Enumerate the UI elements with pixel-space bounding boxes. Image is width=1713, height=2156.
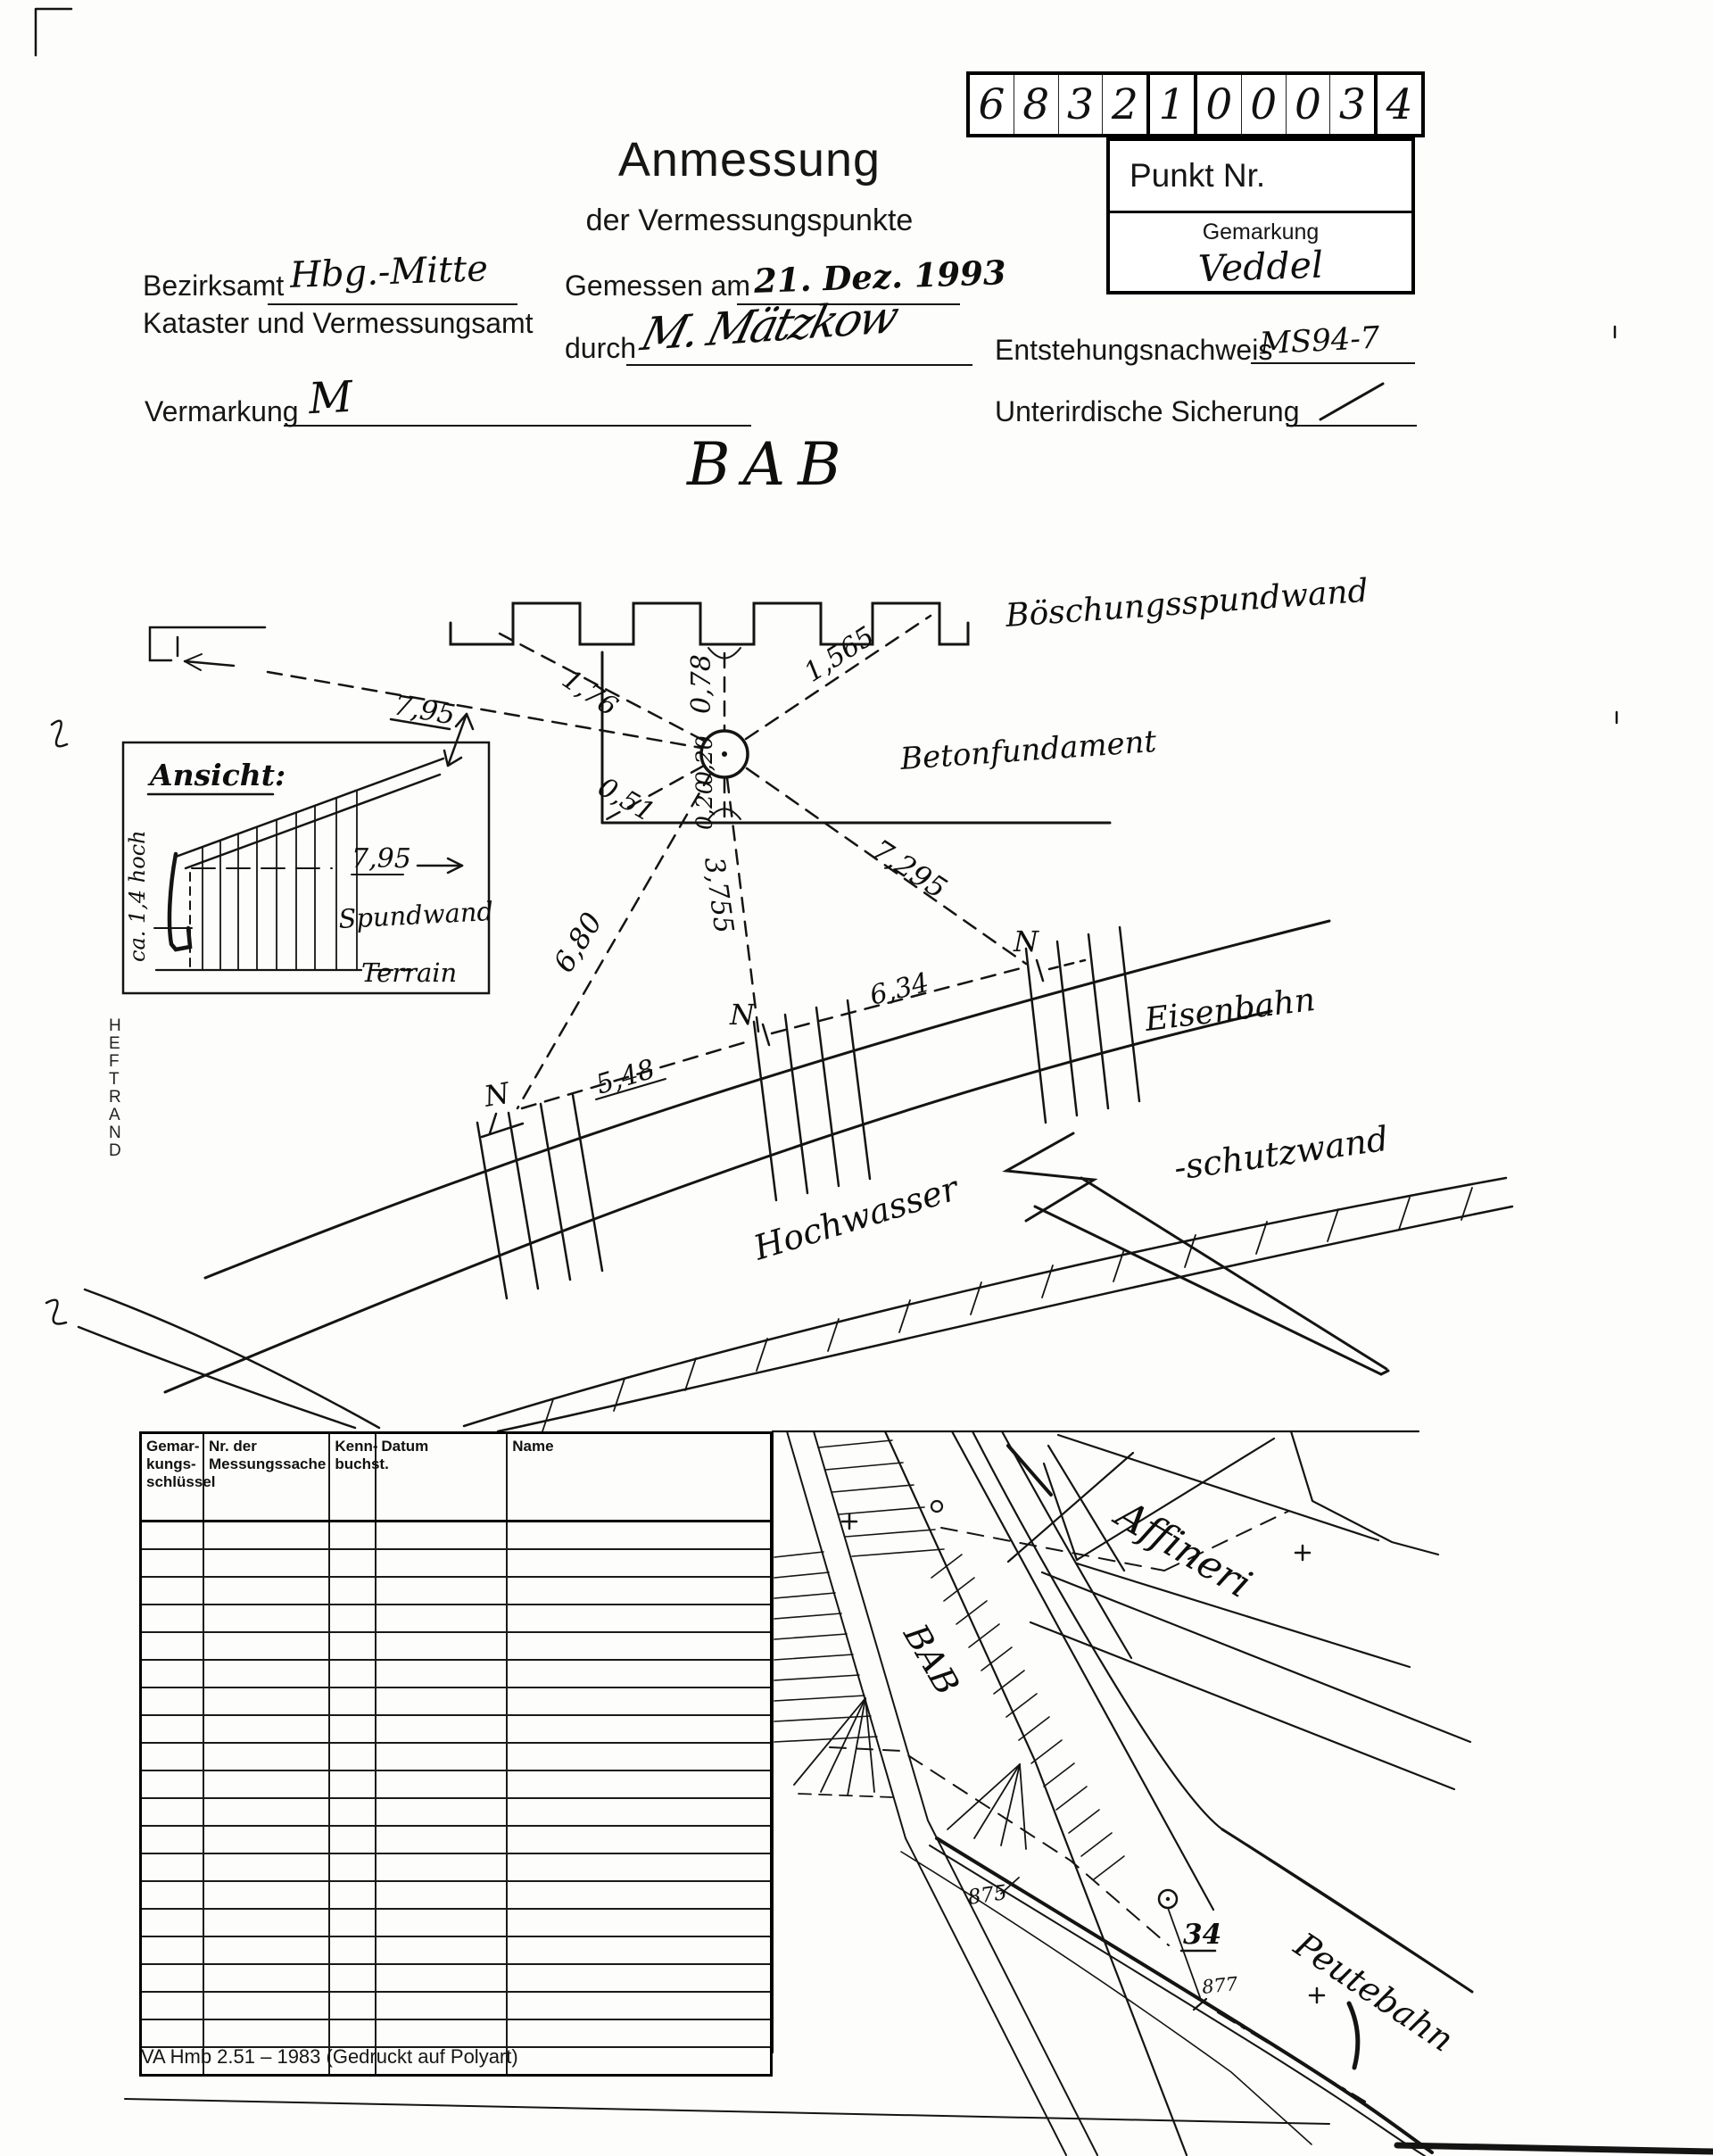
ansicht-ground-label: Terrain <box>361 958 458 988</box>
punkt-nr-label: Punkt Nr. <box>1110 141 1411 213</box>
table-row <box>142 1604 770 1631</box>
gemarkung-label: Gemarkung <box>1202 220 1320 245</box>
table-header-row <box>142 1434 770 1522</box>
dim-6-80: 6,80 <box>546 906 609 979</box>
table-cell <box>142 1633 204 1659</box>
col-gemarkungsschluessel: Gemar- kungs- schlüssel <box>142 1434 204 1520</box>
table-row <box>142 1742 770 1770</box>
gemessen-am-label: Gemessen am <box>565 270 751 302</box>
vermarkung-value: M <box>307 371 354 425</box>
table-cell <box>204 1605 330 1631</box>
label-boeschungsspundwand: Böschungsspundwand <box>1004 572 1370 634</box>
table-row <box>142 1548 770 1576</box>
table-cell <box>377 1605 508 1631</box>
label-hochwasser: Hochwasser <box>749 1168 963 1268</box>
vermarkung-underline <box>284 425 751 427</box>
table-cell <box>142 1744 204 1770</box>
map-hatch-left <box>774 1552 877 1742</box>
north-tick-marks <box>482 960 1085 1137</box>
measurement-record-table <box>139 1431 773 2077</box>
table-cell <box>204 2020 330 2046</box>
table-cell <box>508 1716 770 1742</box>
table-cell <box>204 1633 330 1659</box>
map-hatch-right <box>931 1555 1124 1879</box>
table-empty-rows <box>142 1522 770 2074</box>
table-cell <box>204 1522 330 1548</box>
entstehungsnachweis-label: Entstehungsnachweis <box>995 334 1273 366</box>
table-cell <box>330 1661 377 1687</box>
table-cell <box>508 2020 770 2046</box>
table-cell <box>204 1799 330 1825</box>
dim-0-51: 0,51 <box>592 771 660 829</box>
form-number-footer: VA Hmb 2.51 – 1983 (Gedruckt auf Polyart) <box>141 2045 518 2068</box>
table-cell <box>204 1661 330 1687</box>
table-cell <box>377 2020 508 2046</box>
durch-signature: M. Mätzkow <box>635 290 902 361</box>
vermarkung-label: Vermarkung <box>145 395 299 427</box>
dim-3-755: 3,755 <box>698 855 740 936</box>
entstehungsnachweis-underline <box>1251 362 1415 364</box>
railway-lines <box>165 921 1329 1392</box>
table-cell <box>330 1882 377 1908</box>
table-cell <box>330 1578 377 1604</box>
table-cell <box>330 1799 377 1825</box>
point-number-digit-boxes <box>966 71 1425 137</box>
table-cell <box>330 1854 377 1880</box>
bezirksamt-underline <box>268 303 517 305</box>
durch-underline <box>626 364 972 366</box>
table-cell <box>377 1633 508 1659</box>
table-cell <box>330 1771 377 1797</box>
table-cell <box>377 1771 508 1797</box>
ansicht-width-value: 7,95 <box>352 843 411 875</box>
ansicht-wall-label: Spundwand <box>337 895 494 934</box>
bezirksamt-value: Hbg.-Mitte <box>289 248 489 296</box>
table-row <box>142 1797 770 1825</box>
table-row <box>142 1714 770 1742</box>
table-cell <box>377 1799 508 1825</box>
table-cell <box>377 1661 508 1687</box>
kataster-label: Kataster und Vermessungsamt <box>143 307 534 339</box>
col-kennbuchstabe: Kenn- buchst. <box>330 1434 377 1520</box>
col-datum: Datum <box>377 1434 508 1520</box>
dim-1-76: 1,76 <box>556 663 624 723</box>
map-label-affineri: Affineri <box>1108 1491 1260 1608</box>
north-marker-2: N <box>730 998 755 1032</box>
bezirksamt-label: Bezirksamt <box>143 270 285 302</box>
col-messungssache: Nr. der Messungssache <box>204 1434 330 1520</box>
table-cell <box>204 1744 330 1770</box>
table-cell <box>377 1882 508 1908</box>
table-cell <box>330 1633 377 1659</box>
table-cell <box>508 1578 770 1604</box>
lower-left-curves <box>79 1289 379 1428</box>
table-cell <box>508 1965 770 1991</box>
table-cell <box>330 1910 377 1936</box>
digit-cell: 8 <box>1014 75 1058 134</box>
digit-cell: 2 <box>1102 75 1146 134</box>
table-cell <box>142 1661 204 1687</box>
dim-5-48: 5,48 <box>592 1053 659 1101</box>
north-marker-1: N <box>481 1075 512 1114</box>
table-cell <box>142 1522 204 1548</box>
table-row <box>142 1991 770 2019</box>
table-cell <box>204 1965 330 1991</box>
table-row <box>142 1936 770 1963</box>
sicherung-label: Unterirdische Sicherung <box>995 395 1300 427</box>
digit-cell: 0 <box>1194 75 1241 134</box>
table-cell <box>508 1550 770 1576</box>
table-cell <box>508 1771 770 1797</box>
table-cell <box>330 1827 377 1853</box>
digit-cell: 3 <box>1329 75 1374 134</box>
table-cell <box>377 1744 508 1770</box>
digit-cell: 4 <box>1374 75 1421 134</box>
digit-cell: 1 <box>1146 75 1194 134</box>
map-label-peutebahn: Peutebahn <box>1287 1924 1461 2060</box>
table-cell <box>204 1550 330 1576</box>
table-row <box>142 1631 770 1659</box>
table-cell <box>142 1827 204 1853</box>
flood-wall-band <box>464 1178 1512 1431</box>
table-cell <box>508 1854 770 1880</box>
table-cell <box>330 1993 377 2019</box>
scan-fold-line <box>125 2099 1329 2124</box>
table-row <box>142 1853 770 1880</box>
digit-cell: 6 <box>978 79 1005 129</box>
digit-cell: 0 <box>1286 75 1330 134</box>
table-row <box>142 1522 770 1548</box>
dim-0-78: 0,78 <box>686 654 717 714</box>
table-cell <box>377 1854 508 1880</box>
table-cell <box>377 1827 508 1853</box>
table-cell <box>508 1661 770 1687</box>
table-cell <box>330 1550 377 1576</box>
table-cell <box>142 1799 204 1825</box>
table-cell <box>330 1744 377 1770</box>
dim-0-20b: 0,20 <box>691 780 717 830</box>
table-cell <box>142 1550 204 1576</box>
table-cell <box>142 1993 204 2019</box>
sheet-pile-wall-plan <box>451 603 968 644</box>
table-cell <box>508 1688 770 1714</box>
form-title: Anmessung <box>617 133 881 187</box>
table-cell <box>330 1688 377 1714</box>
table-cell <box>204 1827 330 1853</box>
sicherung-underline <box>1287 425 1417 427</box>
table-cell <box>508 1744 770 1770</box>
dim-1-565: 1,565 <box>799 620 881 689</box>
table-cell <box>330 1522 377 1548</box>
table-cell <box>377 1522 508 1548</box>
table-cell <box>330 1716 377 1742</box>
table-cell <box>204 1688 330 1714</box>
table-cell <box>377 1550 508 1576</box>
dim-0-20a: 0,20 <box>691 735 717 785</box>
table-row <box>142 1908 770 1936</box>
table-cell <box>377 1716 508 1742</box>
gemessen-am-value: 21. Dez. 1993 <box>753 253 1007 301</box>
table-row <box>142 1825 770 1853</box>
table-cell <box>204 1882 330 1908</box>
table-cell <box>377 1937 508 1963</box>
table-cell <box>508 1993 770 2019</box>
table-cell <box>377 1965 508 1991</box>
table-cell <box>508 1937 770 1963</box>
table-cell <box>508 2048 770 2074</box>
durch-label: durch <box>565 332 637 364</box>
digit-cell: 3 <box>1058 75 1103 134</box>
table-cell <box>204 1578 330 1604</box>
table-cell <box>204 1854 330 1880</box>
table-cell <box>142 1937 204 1963</box>
table-cell <box>204 1771 330 1797</box>
table-row <box>142 1770 770 1797</box>
table-row <box>142 1963 770 1991</box>
table-cell <box>142 1965 204 1991</box>
table-cell <box>204 1716 330 1742</box>
reference-object-bracket <box>150 627 265 670</box>
heftrand-margin-label: HEFTRAND <box>109 1016 123 1160</box>
table-cell <box>377 1910 508 1936</box>
table-cell <box>142 1688 204 1714</box>
table-cell <box>142 1854 204 1880</box>
sicherung-slash-mark <box>1320 384 1383 419</box>
bab-heading: BAB <box>687 430 854 499</box>
table-cell <box>204 1937 330 1963</box>
label-schutzwand: -schutzwand <box>1171 1118 1391 1188</box>
table-cell <box>142 1605 204 1631</box>
table-cell <box>377 1993 508 2019</box>
table-cell <box>508 1910 770 1936</box>
gemarkung-value: Veddel <box>1197 243 1324 291</box>
table-row <box>142 1659 770 1687</box>
map-point-877: 877 <box>1201 1972 1239 1998</box>
table-row <box>142 1880 770 1908</box>
table-row <box>142 1576 770 1604</box>
table-cell <box>508 1605 770 1631</box>
label-eisenbahn: Eisenbahn <box>1143 981 1318 1039</box>
table-cell <box>142 1716 204 1742</box>
table-cell <box>508 1799 770 1825</box>
table-row <box>142 2019 770 2046</box>
table-cell <box>204 1910 330 1936</box>
map-fan-lines <box>794 1698 1026 1849</box>
entstehungsnachweis-value: MS94-7 <box>1259 319 1381 362</box>
table-cell <box>142 1882 204 1908</box>
dim-7-95: 7,95 <box>391 689 458 732</box>
table-cell <box>508 1633 770 1659</box>
ansicht-title: Ansicht: <box>150 758 286 792</box>
dim-6-34: 6,34 <box>866 966 932 1012</box>
table-cell <box>142 1578 204 1604</box>
map-point-875: 875 <box>966 1881 1009 1910</box>
table-cell <box>204 1993 330 2019</box>
table-cell <box>508 1522 770 1548</box>
digit-cell: 0 <box>1241 75 1286 134</box>
table-cell <box>330 1937 377 1963</box>
map-hatch-middle <box>819 1440 944 1556</box>
north-marker-3: N <box>1014 925 1039 958</box>
table-cell <box>377 1578 508 1604</box>
table-cell <box>330 2020 377 2046</box>
label-betonfundament: Betonfundament <box>898 724 1158 777</box>
map-label-bab: BAB <box>896 1617 967 1702</box>
table-cell <box>142 2020 204 2046</box>
table-cell <box>330 1965 377 1991</box>
table-cell <box>508 1827 770 1853</box>
table-cell <box>142 1771 204 1797</box>
table-cell <box>508 1882 770 1908</box>
map-point-34-label: 34 <box>1183 1919 1222 1951</box>
punkt-gemarkung-box <box>1106 137 1415 294</box>
table-row <box>142 1687 770 1714</box>
ansicht-height-note: ca. 1,4 hoch <box>125 830 150 962</box>
table-cell <box>377 1688 508 1714</box>
table-cell <box>142 1910 204 1936</box>
form-subtitle: der Vermessungspunkte <box>585 203 914 237</box>
col-name: Name <box>512 1438 554 1455</box>
table-cell <box>330 1605 377 1631</box>
dim-7-295: 7,295 <box>865 832 954 906</box>
